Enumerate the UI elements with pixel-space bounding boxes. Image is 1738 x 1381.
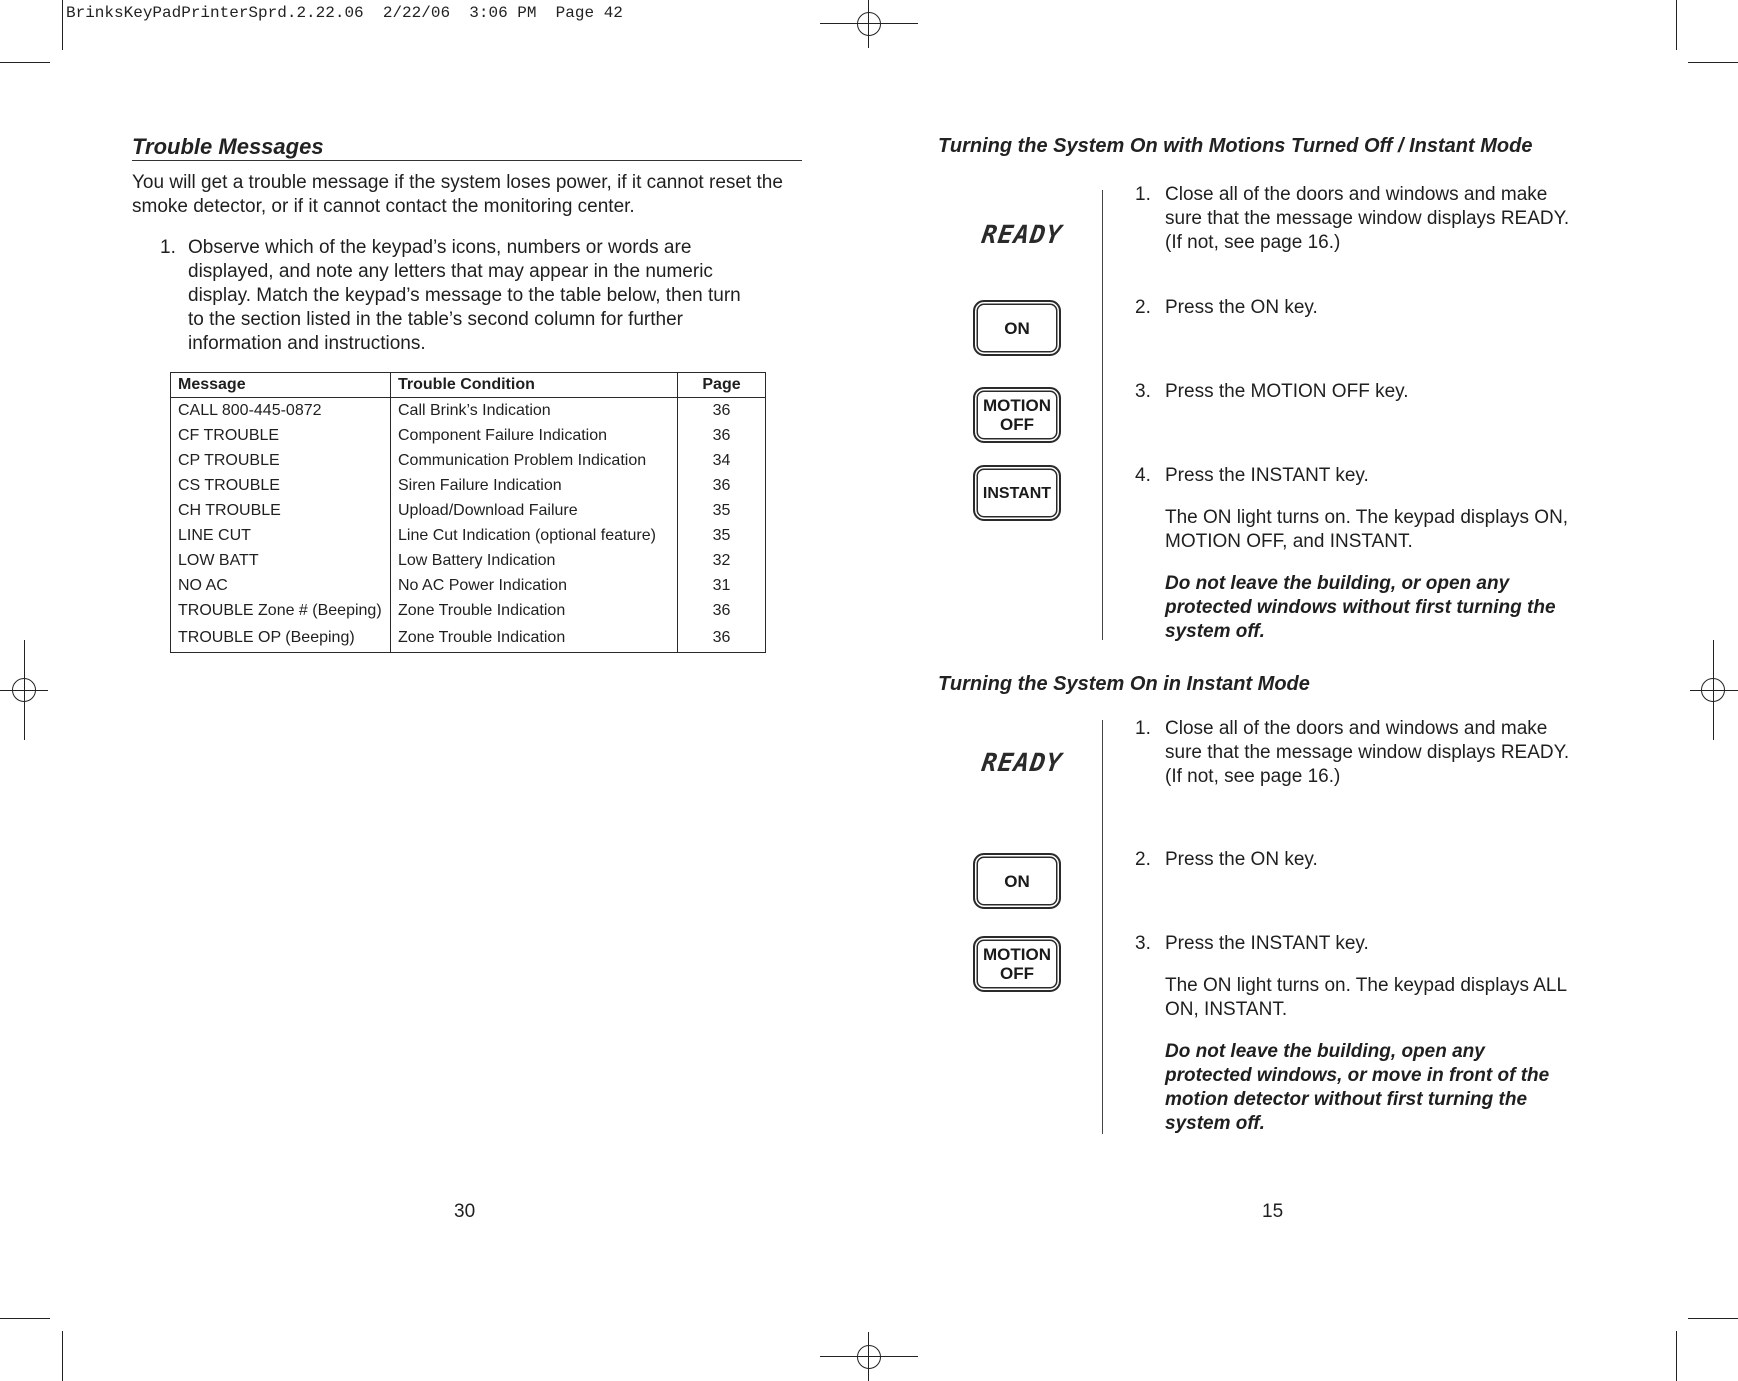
section2-divider (1102, 720, 1103, 1134)
header-message: Message (171, 373, 391, 398)
section1-divider (1102, 190, 1103, 640)
section1-warning (1165, 572, 1575, 644)
cell-trouble-condition: Siren Failure Indication (391, 473, 678, 498)
cell-page: 31 (678, 573, 766, 598)
step-1-number: 1. (160, 237, 176, 258)
step-1 (160, 236, 760, 356)
step-number: 2. (1135, 849, 1151, 870)
instant-key-label: INSTANT (982, 484, 1052, 502)
section1-title: Turning the System On with Motions Turned Off / Instant Mode (938, 135, 1533, 157)
section2-result (1165, 974, 1585, 1022)
step-1-text: Observe which of the keypad’s icons, numbers or words are displayed, and note any letters that may appear in the numeric display. Match the keypad’s message to the table below, then turn to the section listed in the table’s second column for further information and instructions. (188, 237, 741, 354)
step-text: Close all of the doors and windows and make sure that the message window displays READY. (If not, see page 16.) (1165, 184, 1570, 253)
section1-step-1 (1135, 183, 1585, 255)
step-number: 3. (1135, 381, 1151, 402)
section1-step-3 (1135, 380, 1585, 404)
warning-text: Do not leave the building, or open any protected windows without first turning the system off. (1165, 573, 1556, 642)
cell-page: 36 (678, 623, 766, 653)
section1-ready-display: READY (979, 220, 1065, 249)
section2-motion-off-key (973, 936, 1061, 992)
right-page-number: 15 (1262, 1201, 1284, 1222)
cell-message: CH TROUBLE (171, 498, 391, 523)
motion-key-label-1: MOTION (983, 945, 1051, 964)
result-text: The ON light turns on. The keypad displays ALL ON, INSTANT. (1165, 975, 1567, 1020)
cell-message: TROUBLE Zone # (Beeping) (171, 598, 391, 623)
section2-on-key (973, 853, 1061, 909)
table-row (171, 573, 766, 598)
cell-message: NO AC (171, 573, 391, 598)
intro-paragraph: You will get a trouble message if the system loses power, if it cannot reset the smoke detector, or if it cannot contact the monitoring center. (132, 172, 783, 217)
trouble-messages-title: Trouble Messages (132, 134, 324, 159)
cell-trouble-condition: Zone Trouble Indication (391, 598, 678, 623)
step-number: 4. (1135, 465, 1151, 486)
section1-motion-off-key (973, 387, 1061, 443)
on-key-label: ON (1004, 318, 1030, 338)
on-key-label: ON (1004, 871, 1030, 891)
motion-key-label-2: OFF (1000, 964, 1034, 983)
cell-page: 36 (678, 423, 766, 448)
motion-key-label-2: OFF (1000, 415, 1034, 434)
cell-page: 35 (678, 523, 766, 548)
left-page-number: 30 (454, 1201, 476, 1222)
section2-step-3 (1135, 932, 1585, 956)
title-rule (132, 160, 802, 161)
cell-page: 34 (678, 448, 766, 473)
section1-step-4 (1135, 464, 1585, 488)
table-row (171, 498, 766, 523)
result-text: The ON light turns on. The keypad displays ON, MOTION OFF, and INSTANT. (1165, 507, 1569, 552)
cell-message: TROUBLE OP (Beeping) (171, 623, 391, 653)
step-text: Close all of the doors and windows and make sure that the message window displays READY. (If not, see page 16.) (1165, 718, 1570, 787)
section2-warning (1165, 1040, 1575, 1136)
table-row (171, 523, 766, 548)
step-number: 3. (1135, 933, 1151, 954)
step-text: Press the INSTANT key. (1165, 465, 1369, 486)
cell-message: LINE CUT (171, 523, 391, 548)
cell-page: 36 (678, 473, 766, 498)
cell-message: CP TROUBLE (171, 448, 391, 473)
trouble-table (170, 372, 766, 653)
warning-text: Do not leave the building, open any protected windows, or move in front of the motion detector without first turning the system off. (1165, 1041, 1550, 1134)
trouble-table-wrap (170, 372, 766, 653)
cell-message: CS TROUBLE (171, 473, 391, 498)
section2-step-1 (1135, 717, 1585, 789)
cell-trouble-condition: Upload/Download Failure (391, 498, 678, 523)
table-row (171, 623, 766, 653)
cell-message: LOW BATT (171, 548, 391, 573)
step-number: 1. (1135, 184, 1151, 205)
step-text: Press the ON key. (1165, 297, 1318, 318)
step-number: 1. (1135, 718, 1151, 739)
section1-instant-key (973, 465, 1061, 521)
step-text: Press the MOTION OFF key. (1165, 381, 1409, 402)
table-header-row (171, 373, 766, 398)
printer-slug: BrinksKeyPadPrinterSprd.2.22.06 2/22/06 3:06 PM Page 42 (66, 4, 623, 22)
cell-message: CALL 800-445-0872 (171, 398, 391, 424)
step-text: Press the INSTANT key. (1165, 933, 1369, 954)
header-page: Page (678, 373, 766, 398)
table-row (171, 598, 766, 623)
cell-trouble-condition: Line Cut Indication (optional feature) (391, 523, 678, 548)
cell-page: 35 (678, 498, 766, 523)
cell-trouble-condition: Component Failure Indication (391, 423, 678, 448)
cell-trouble-condition: No AC Power Indication (391, 573, 678, 598)
cell-page: 36 (678, 398, 766, 424)
header-trouble-condition: Trouble Condition (391, 373, 678, 398)
table-row (171, 398, 766, 424)
cell-trouble-condition: Communication Problem Indication (391, 448, 678, 473)
cell-page: 36 (678, 598, 766, 623)
motion-key-label-1: MOTION (983, 396, 1051, 415)
section2-step-2 (1135, 848, 1585, 872)
step-number: 2. (1135, 297, 1151, 318)
section1-on-key (973, 300, 1061, 356)
section1-result (1165, 506, 1585, 554)
cell-trouble-condition: Low Battery Indication (391, 548, 678, 573)
section1-step-2 (1135, 296, 1585, 320)
cell-page: 32 (678, 548, 766, 573)
table-row (171, 473, 766, 498)
cell-trouble-condition: Zone Trouble Indication (391, 623, 678, 653)
section2-ready-display: READY (979, 748, 1065, 777)
table-row (171, 423, 766, 448)
step-text: Press the ON key. (1165, 849, 1318, 870)
table-row (171, 448, 766, 473)
cell-trouble-condition: Call Brink’s Indication (391, 398, 678, 424)
table-row (171, 548, 766, 573)
cell-message: CF TROUBLE (171, 423, 391, 448)
section2-title: Turning the System On in Instant Mode (938, 673, 1310, 695)
